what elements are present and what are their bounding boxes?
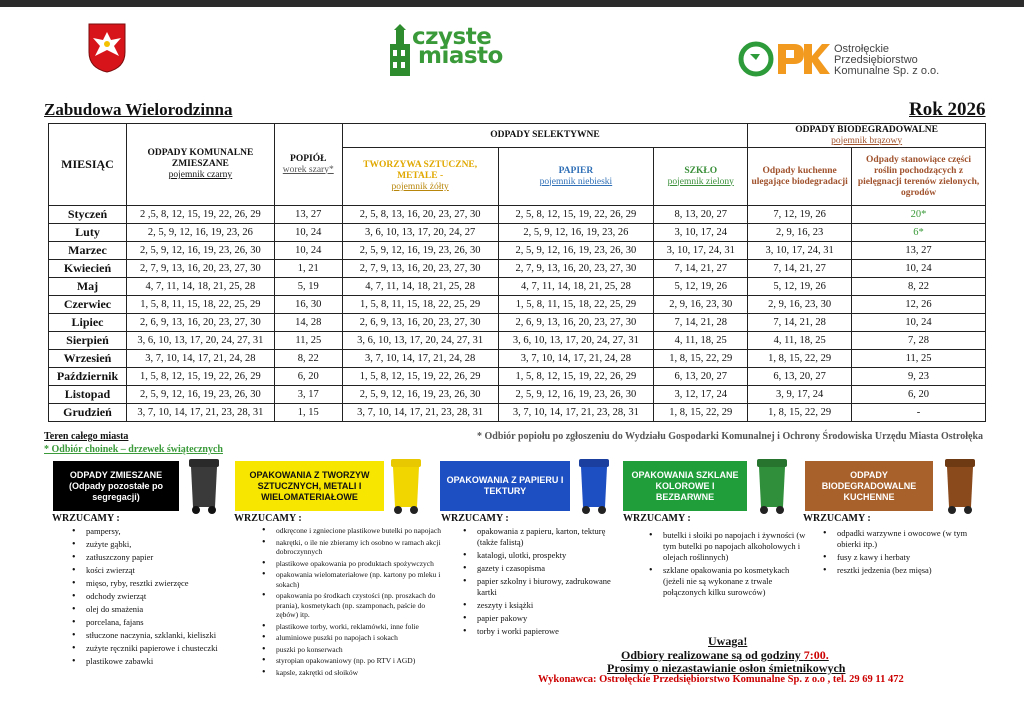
date-cell: 3, 7, 10, 14, 17, 21, 24, 28 xyxy=(126,350,274,368)
date-cell: 6, 13, 20, 27 xyxy=(654,368,748,386)
list-item: • aluminiowe puszki po napojach i sokach xyxy=(262,633,442,643)
opk-line-2: Przedsiębiorstwo xyxy=(834,54,918,66)
date-cell: 1, 8, 15, 22, 29 xyxy=(748,404,852,422)
month-cell: Lipiec xyxy=(49,314,127,332)
date-cell: 14, 28 xyxy=(274,314,342,332)
date-cell: 9, 23 xyxy=(852,368,986,386)
list-item: • puszki po konserwach xyxy=(262,645,442,655)
cm-line-1: czyste xyxy=(412,24,492,50)
date-cell: 2, 9, 16, 23, 30 xyxy=(654,296,748,314)
list-item: • zeszyty i książki xyxy=(463,600,621,611)
notice-odbiory-text: Odbiory realizowane są od godziny xyxy=(621,648,804,662)
note-choinki: * Odbiór choinek – drzewek świątecznych xyxy=(44,444,223,455)
date-cell: 1, 21 xyxy=(274,260,342,278)
date-cell: 2, 9, 16, 23, 30 xyxy=(748,296,852,314)
list-item: • stłuczone naczynia, szklanki, kieliszki xyxy=(72,630,222,641)
note-teren: Teren całego miasta xyxy=(44,431,129,442)
header-kuchenne: Odpady kuchenne ulegające biodegradacji xyxy=(748,148,852,206)
year-title: Rok 2026 xyxy=(909,99,986,120)
schedule-body xyxy=(49,206,986,422)
page-title: Zabudowa Wielorodzinna xyxy=(44,100,233,119)
list-item: • opakowania po środkach czystości (np. proszkach do prania), kosmetykach (np. szamponach, paście do zębów) itp. xyxy=(262,591,442,620)
date-cell: 4, 11, 18, 25 xyxy=(654,332,748,350)
date-cell: 12, 26 xyxy=(852,296,986,314)
header-miesiac: MIESIĄC xyxy=(49,124,127,206)
top-bar xyxy=(0,0,1024,7)
list-item: • odkręcone i zgniecione plastikowe butelki po napojach xyxy=(262,526,442,536)
date-cell: 2, 7, 9, 13, 16, 20, 23, 27, 30 xyxy=(498,260,654,278)
list-item: • zużyte gąbki, xyxy=(72,539,222,550)
header-tworzywa-label: TWORZYWA SZTUCZNE, METALE - xyxy=(363,160,478,181)
date-cell: 5, 12, 19, 26 xyxy=(654,278,748,296)
date-cell: 2 ,5, 8, 12, 15, 19, 22, 26, 29 xyxy=(126,206,274,224)
czyste-miasto-text xyxy=(412,24,503,69)
date-cell: 3, 9, 17, 24 xyxy=(748,386,852,404)
date-cell: 1, 5, 8, 11, 15, 18, 22, 25, 29 xyxy=(342,296,498,314)
list-item: • zatłuszczony papier xyxy=(72,552,222,563)
date-cell: 7, 14, 21, 27 xyxy=(748,260,852,278)
header-popiol xyxy=(274,124,342,206)
date-cell: 2, 6, 9, 13, 16, 20, 23, 27, 30 xyxy=(498,314,654,332)
date-cell: 4, 7, 11, 14, 18, 21, 25, 28 xyxy=(342,278,498,296)
green-bin-icon xyxy=(754,457,790,515)
category-papier: OPAKOWANIA Z PAPIERU I TEKTURY xyxy=(440,461,570,511)
list-item: • torby i worki papierowe xyxy=(463,626,621,637)
month-cell: Grudzień xyxy=(49,404,127,422)
date-cell: 3, 6, 10, 13, 17, 20, 24, 27, 31 xyxy=(126,332,274,350)
date-cell: 3, 12, 17, 24 xyxy=(654,386,748,404)
table-row xyxy=(49,242,986,260)
list-item: • butelki i słoiki po napojach i żywności (w tym butelki po napojach alkoholowych i olejach roślinnych) xyxy=(649,530,809,563)
date-cell: 5, 12, 19, 26 xyxy=(748,278,852,296)
list-item: • styropian opakowaniowy (np. po RTV i AGD) xyxy=(262,656,442,666)
header-papier xyxy=(498,148,654,206)
list-item: • szklane opakowania po kosmetykach (jeżeli nie są wykonane z trwale połączonych kilku surowców) xyxy=(649,565,809,598)
date-cell: 1, 15 xyxy=(274,404,342,422)
blue-bin-icon xyxy=(576,457,612,515)
yellow-bin-icon xyxy=(388,457,424,515)
date-cell: 2, 5, 8, 12, 15, 19, 22, 26, 29 xyxy=(498,206,654,224)
date-cell: 2, 5, 9, 12, 16, 19, 23, 26 xyxy=(498,224,654,242)
header-szklo-sub: pojemnik zielony xyxy=(667,176,734,187)
date-cell: 2, 6, 9, 13, 16, 20, 23, 27, 30 xyxy=(342,314,498,332)
category-szklo: OPAKOWANIA SZKLANE KOLOROWE I BEZBARWNE xyxy=(623,461,747,511)
date-cell: 3, 6, 10, 13, 17, 20, 24, 27, 31 xyxy=(498,332,654,350)
date-cell: 11, 25 xyxy=(274,332,342,350)
cm-line-2: miasto xyxy=(418,43,503,69)
table-row xyxy=(49,368,986,386)
date-cell: 2, 5, 9, 12, 16, 19, 23, 26, 30 xyxy=(126,386,274,404)
opk-company-name xyxy=(834,44,939,77)
header-popiol-label: POPIÓŁ xyxy=(290,153,327,164)
table-row xyxy=(49,206,986,224)
date-cell: 2, 5, 9, 12, 16, 19, 23, 26, 30 xyxy=(126,242,274,260)
date-cell: 2, 5, 9, 12, 16, 19, 23, 26, 30 xyxy=(342,242,498,260)
table-row xyxy=(49,224,986,242)
table-row xyxy=(49,314,986,332)
list-item: • katalogi, ulotki, prospekty xyxy=(463,550,621,561)
date-cell: 2, 7, 9, 13, 16, 20, 23, 27, 30 xyxy=(126,260,274,278)
date-cell: 10, 24 xyxy=(852,314,986,332)
wrzucamy-label-5: WRZUCAMY : xyxy=(803,513,871,524)
date-cell: 4, 7, 11, 14, 18, 21, 25, 28 xyxy=(498,278,654,296)
date-cell: 3, 10, 17, 24, 31 xyxy=(748,242,852,260)
table-row xyxy=(49,332,986,350)
date-cell: 3, 7, 10, 14, 17, 21, 23, 28, 31 xyxy=(342,404,498,422)
brown-bin-icon xyxy=(942,457,978,515)
opk-logo-icon xyxy=(738,40,830,78)
date-cell: 6* xyxy=(852,224,986,242)
list-item: • pampersy, xyxy=(72,526,222,537)
table-row xyxy=(49,386,986,404)
list-item: • kości zwierząt xyxy=(72,565,222,576)
header-popiol-sub: worek szary* xyxy=(282,164,334,175)
notice-prosimy: Prosimy o niezastawianie osłon śmietnikowych xyxy=(607,661,846,675)
date-cell: 10, 24 xyxy=(274,242,342,260)
contractor-info: Wykonawca: Ostrołęckie Przedsiębiorstwo Komunalne Sp. z o.o , tel. 29 69 11 472 xyxy=(538,674,904,685)
date-cell: 6, 13, 20, 27 xyxy=(748,368,852,386)
header-bio-label: ODPADY BIODEGRADOWALNE xyxy=(795,124,938,135)
note-popiol: * Odbiór popiołu po zgłoszeniu do Wydziału Gospodarki Komunalnej i Ochrony Środowiska Urzędu Miasta Ostrołęka xyxy=(477,431,984,442)
list-item: • porcelana, fajans xyxy=(72,617,222,628)
date-cell: 3, 7, 10, 14, 17, 21, 23, 28, 31 xyxy=(126,404,274,422)
date-cell: 3, 6, 10, 13, 17, 20, 24, 27, 31 xyxy=(342,332,498,350)
date-cell: 8, 22 xyxy=(274,350,342,368)
date-cell: 1, 8, 15, 22, 29 xyxy=(748,350,852,368)
list-item: • plastikowe torby, worki, reklamówki, inne folie xyxy=(262,622,442,632)
city-crest-icon xyxy=(87,22,127,74)
header-papier-sub: pojemnik niebieski xyxy=(539,176,613,187)
date-cell: 6, 20 xyxy=(852,386,986,404)
header-bio xyxy=(748,124,986,148)
header-tworzywa-sub: pojemnik żółty xyxy=(391,182,449,192)
date-cell: 7, 14, 21, 28 xyxy=(654,314,748,332)
date-cell: 1, 8, 15, 22, 29 xyxy=(654,404,748,422)
header-tworzywa xyxy=(342,148,498,206)
header-rosliny: Odpady stanowiące części roślin pochodzących z pielęgnacji terenów zielonych, ogrodów xyxy=(852,148,986,206)
list-item: • zużyte ręczniki papierowe i chusteczki xyxy=(72,643,222,654)
list-item: • papier pakowy xyxy=(463,613,621,624)
date-cell: 2, 9, 16, 23 xyxy=(748,224,852,242)
month-cell: Maj xyxy=(49,278,127,296)
date-cell: 10, 24 xyxy=(852,260,986,278)
month-cell: Sierpień xyxy=(49,332,127,350)
list-item: • fusy z kawy i herbaty xyxy=(823,552,973,563)
list-papier xyxy=(463,526,621,639)
list-item: • mięso, ryby, resztki zwierzęce xyxy=(72,578,222,589)
date-cell: 7, 14, 21, 28 xyxy=(748,314,852,332)
table-row xyxy=(49,350,986,368)
header-bio-sub: pojemnik brązowy xyxy=(831,135,903,146)
date-cell: 4, 7, 11, 14, 18, 21, 25, 28 xyxy=(126,278,274,296)
category-bio: ODPADY BIODEGRADOWALNE KUCHENNE xyxy=(805,461,933,511)
list-bio xyxy=(823,528,973,578)
date-cell: 2, 5, 9, 12, 16, 19, 23, 26, 30 xyxy=(342,386,498,404)
notice-odbiory-hour: 7:00. xyxy=(803,648,829,662)
date-cell: 13, 27 xyxy=(852,242,986,260)
header-papier-label: PAPIER xyxy=(558,165,594,176)
date-cell: 4, 11, 18, 25 xyxy=(748,332,852,350)
list-item: • gazety i czasopisma xyxy=(463,563,621,574)
date-cell: 5, 19 xyxy=(274,278,342,296)
date-cell: 6, 20 xyxy=(274,368,342,386)
header-komunalne-label: ODPADY KOMUNALNE ZMIESZANE xyxy=(147,148,254,169)
list-item: • plastikowe opakowania po produktach spożywczych xyxy=(262,559,442,569)
table-row xyxy=(49,404,986,422)
date-cell: 7, 14, 21, 27 xyxy=(654,260,748,278)
month-cell: Kwiecień xyxy=(49,260,127,278)
black-bin-icon xyxy=(186,457,222,515)
date-cell: 2, 5, 9, 12, 16, 19, 23, 26, 30 xyxy=(498,242,654,260)
list-item: • opakowania z papieru, karton, tekturę (także falistą) xyxy=(463,526,621,548)
date-cell: 1, 5, 8, 11, 15, 18, 22, 25, 29 xyxy=(498,296,654,314)
opk-line-3: Komunalne Sp. z o.o. xyxy=(834,65,940,77)
date-cell: 1, 5, 8, 12, 15, 19, 22, 26, 29 xyxy=(498,368,654,386)
list-item: • odchody zwierząt xyxy=(72,591,222,602)
date-cell: 11, 25 xyxy=(852,350,986,368)
date-cell: 1, 5, 8, 11, 15, 18, 22, 25, 29 xyxy=(126,296,274,314)
date-cell: 13, 27 xyxy=(274,206,342,224)
date-cell: 2, 6, 9, 13, 16, 20, 23, 27, 30 xyxy=(126,314,274,332)
list-tworzywa xyxy=(262,526,442,679)
category-tworzywa: OPAKOWANIA Z TWORZYW SZTUCZNYCH, METALI I WIELOMATERIAŁOWE xyxy=(235,461,384,511)
list-szklo xyxy=(649,530,809,600)
date-cell: 3, 6, 10, 13, 17, 20, 24, 27 xyxy=(342,224,498,242)
date-cell: - xyxy=(852,404,986,422)
date-cell: 1, 8, 15, 22, 29 xyxy=(654,350,748,368)
date-cell: 8, 13, 20, 27 xyxy=(654,206,748,224)
date-cell: 3, 10, 17, 24, 31 xyxy=(654,242,748,260)
wrzucamy-label-2: WRZUCAMY : xyxy=(234,513,302,524)
table-row xyxy=(49,296,986,314)
month-cell: Czerwiec xyxy=(49,296,127,314)
notice-uwaga: Uwaga! xyxy=(708,634,748,648)
month-cell: Wrzesień xyxy=(49,350,127,368)
wrzucamy-label-4: WRZUCAMY : xyxy=(623,513,691,524)
month-cell: Marzec xyxy=(49,242,127,260)
month-cell: Listopad xyxy=(49,386,127,404)
date-cell: 20* xyxy=(852,206,986,224)
header-szklo xyxy=(654,148,748,206)
header-komunalne-sub: pojemnik czarny xyxy=(168,170,233,180)
header-selektywne: ODPADY SELEKTYWNE xyxy=(342,124,747,148)
wrzucamy-label-1: WRZUCAMY : xyxy=(52,513,120,524)
category-zmieszane: ODPADY ZMIESZANE (Odpady pozostałe po segregacji) xyxy=(53,461,179,511)
date-cell: 2, 7, 9, 13, 16, 20, 23, 27, 30 xyxy=(342,260,498,278)
date-cell: 3, 10, 17, 24 xyxy=(654,224,748,242)
header-szklo-label: SZKŁO xyxy=(684,165,718,176)
list-item: • nakrętki, o ile nie zbieramy ich osobno w ramach akcji dobroczynnych xyxy=(262,538,442,557)
date-cell: 3, 7, 10, 14, 17, 21, 24, 28 xyxy=(498,350,654,368)
schedule-table xyxy=(48,123,986,422)
month-cell: Styczeń xyxy=(49,206,127,224)
table-row xyxy=(49,260,986,278)
list-item: • resztki jedzenia (bez mięsa) xyxy=(823,565,973,576)
date-cell: 10, 24 xyxy=(274,224,342,242)
date-cell: 1, 5, 8, 12, 15, 19, 22, 26, 29 xyxy=(342,368,498,386)
date-cell: 3, 7, 10, 14, 17, 21, 24, 28 xyxy=(342,350,498,368)
list-item: • papier szkolny i biurowy, zadrukowane kartki xyxy=(463,576,621,598)
date-cell: 2, 5, 9, 12, 16, 19, 23, 26 xyxy=(126,224,274,242)
list-zmieszane xyxy=(72,526,222,669)
wrzucamy-label-3: WRZUCAMY : xyxy=(441,513,509,524)
list-item: • olej do smażenia xyxy=(72,604,222,615)
date-cell: 2, 5, 9, 12, 16, 19, 23, 26, 30 xyxy=(498,386,654,404)
date-cell: 8, 22 xyxy=(852,278,986,296)
month-cell: Luty xyxy=(49,224,127,242)
date-cell: 3, 7, 10, 14, 17, 21, 23, 28, 31 xyxy=(498,404,654,422)
list-item: • opakowania wielomateriałowe (np. kartony po mleku i sokach) xyxy=(262,570,442,589)
list-item: • odpadki warzywne i owocowe (w tym obierki itp.) xyxy=(823,528,973,550)
list-item: • kapsle, zakrętki od słoików xyxy=(262,668,442,678)
date-cell: 1, 5, 8, 12, 15, 19, 22, 26, 29 xyxy=(126,368,274,386)
list-item: • plastikowe zabawki xyxy=(72,656,222,667)
date-cell: 7, 12, 19, 26 xyxy=(748,206,852,224)
date-cell: 2, 5, 8, 13, 16, 20, 23, 27, 30 xyxy=(342,206,498,224)
date-cell: 7, 28 xyxy=(852,332,986,350)
table-row xyxy=(49,278,986,296)
date-cell: 3, 17 xyxy=(274,386,342,404)
month-cell: Październik xyxy=(49,368,127,386)
opk-line-1: Ostrołęckie xyxy=(834,43,890,55)
date-cell: 16, 30 xyxy=(274,296,342,314)
header-komunalne xyxy=(126,124,274,206)
